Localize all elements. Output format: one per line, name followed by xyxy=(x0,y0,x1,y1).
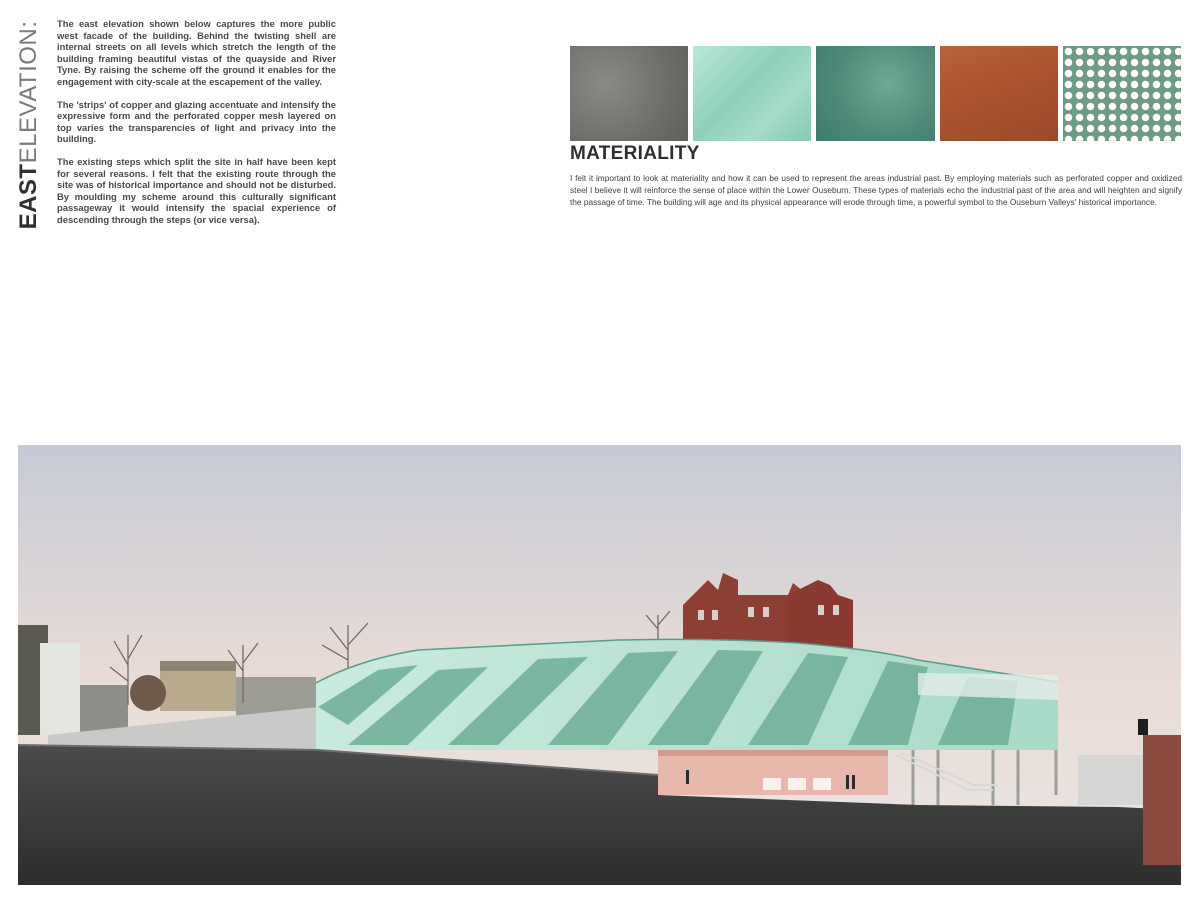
material-swatches xyxy=(570,46,1181,141)
swatch-oxidized-copper xyxy=(816,46,934,141)
materiality-body: I felt it important to look at materiality and how it can be used to represent the areas industrial past. By employing materials such as perforated copper and oxidized steel I believe it will reinforce the sense of place within the Lower Ouseburn. These types of materials echo the industrial past of the area and will heighten and signify the passage of time. The building will age and its physical appearance will erode through time, a powerful symbol to the Ouseburn Valleys' historical importance. xyxy=(570,173,1182,207)
swatch-perforated-mesh xyxy=(1063,46,1181,141)
title-east: EAST xyxy=(15,163,42,230)
swatch-oxidized-steel xyxy=(940,46,1058,141)
intro-paragraph: The east elevation shown below captures the more public west facade of the building. Behind the twisting shell are internal streets on all levels which stretch the length of the building framing beautiful vistas of the quayside and River Tyne. By raising the scheme off the ground it enables for the engagement with city-scale at the escapement of the valley. xyxy=(57,18,336,87)
vertical-title xyxy=(14,14,44,236)
materiality-heading: MATERIALITY xyxy=(570,143,700,164)
intro-paragraph: The 'strips' of copper and glazing accentuate and intensify the expressive form and the perforated copper mesh layered on top varies the transparencies of light and privacy into the building. xyxy=(57,98,336,145)
east-elevation-render xyxy=(18,445,1181,885)
intro-paragraph: The existing steps which split the site in half have been kept for several reasons. I felt that the existing route through the site was of historical importance and should not be disturbed. By moulding my scheme around this culturally significant passageway it would intensify the spacial experience of descending through the steps (or vice versa). xyxy=(57,155,336,225)
swatch-asphalt xyxy=(570,46,688,141)
elevation-illustration xyxy=(18,445,1181,885)
intro-text xyxy=(57,18,336,237)
swatch-frosted-glass xyxy=(693,46,811,141)
title-elevation: ELEVATION: xyxy=(15,20,42,164)
ground-floor-interior xyxy=(658,750,888,795)
